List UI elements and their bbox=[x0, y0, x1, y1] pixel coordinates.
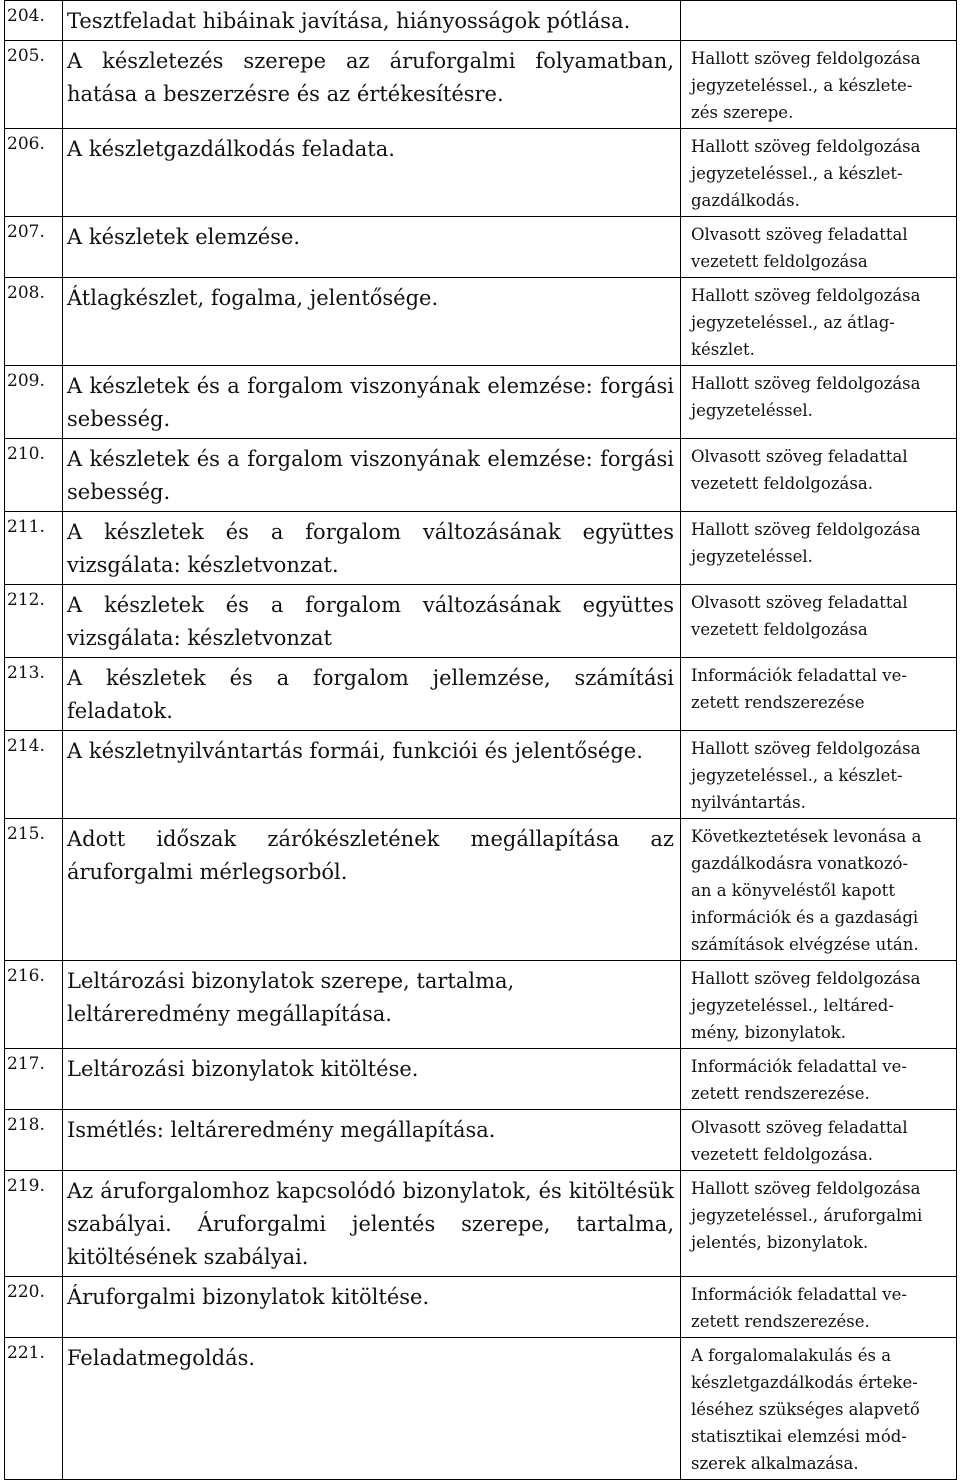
teaching-method: Hallott szöveg feldolgozása jegyzeteléssel., a készlete- zés szerepe. bbox=[691, 49, 921, 122]
lesson-number: 204. bbox=[7, 6, 45, 26]
lesson-topic: A készletgazdálkodás feladata. bbox=[67, 137, 395, 161]
teaching-method: Hallott szöveg feldolgozása jegyzeteléssel., leltáred- mény, bizonylatok. bbox=[691, 969, 921, 1042]
lesson-number-cell bbox=[5, 658, 63, 731]
lesson-number-cell bbox=[5, 1110, 63, 1171]
table-row bbox=[5, 1338, 957, 1480]
lesson-number: 219. bbox=[7, 1176, 45, 1196]
lesson-topic-cell bbox=[63, 658, 681, 731]
teaching-method-cell bbox=[681, 819, 957, 961]
lesson-number: 208. bbox=[7, 283, 45, 303]
lesson-number-cell bbox=[5, 439, 63, 512]
lesson-topic: Átlagkészlet, fogalma, jelentősége. bbox=[67, 286, 439, 310]
teaching-method-cell bbox=[681, 585, 957, 658]
lesson-number: 205. bbox=[7, 46, 45, 66]
lesson-topic: A készletek és a forgalom viszonyának elemzése: forgási sebesség. bbox=[67, 447, 674, 504]
table-row bbox=[5, 658, 957, 731]
teaching-method-cell bbox=[681, 41, 957, 129]
teaching-method: Információk feladattal ve- zetett rendszerezése. bbox=[691, 1057, 907, 1103]
teaching-method: Hallott szöveg feldolgozása jegyzeteléssel. bbox=[691, 520, 921, 566]
lesson-number-cell bbox=[5, 1171, 63, 1277]
teaching-method: Információk feladattal ve- zetett rendszerezése bbox=[691, 666, 907, 712]
table-row bbox=[5, 1, 957, 41]
teaching-method-cell bbox=[681, 439, 957, 512]
teaching-method: Következtetések levonása a gazdálkodásra vonatkozó- an a könyveléstől kapott információk és a gazdasági számítások elvégzése után. bbox=[691, 827, 922, 954]
lesson-topic-cell bbox=[63, 1277, 681, 1338]
table-row bbox=[5, 278, 957, 366]
lesson-number: 210. bbox=[7, 444, 45, 464]
teaching-method-cell bbox=[681, 731, 957, 819]
lesson-topic-cell bbox=[63, 961, 681, 1049]
table-row bbox=[5, 129, 957, 217]
teaching-method: Hallott szöveg feldolgozása jegyzeteléssel., a készlet- gazdálkodás. bbox=[691, 137, 921, 210]
lesson-topic: Az áruforgalomhoz kapcsolódó bizonylatok, és kitöltésük szabályai. Áruforgalmi jelentés szerepe, tartalma, kitöltésének szabályai. bbox=[67, 1179, 674, 1269]
table-row bbox=[5, 1171, 957, 1277]
table-row bbox=[5, 731, 957, 819]
lesson-number: 211. bbox=[7, 517, 45, 537]
teaching-method: Hallott szöveg feldolgozása jegyzeteléssel., az átlag- készlet. bbox=[691, 286, 921, 359]
teaching-method-cell bbox=[681, 961, 957, 1049]
teaching-method-cell bbox=[681, 1, 957, 41]
teaching-method: Hallott szöveg feldolgozása jegyzeteléssel. bbox=[691, 374, 921, 420]
lesson-number-cell bbox=[5, 217, 63, 278]
lesson-number: 206. bbox=[7, 134, 45, 154]
lesson-number-cell bbox=[5, 1277, 63, 1338]
lesson-number: 214. bbox=[7, 736, 45, 756]
teaching-method bbox=[681, 1, 956, 7]
teaching-method: Hallott szöveg feldolgozása jegyzeteléssel., áruforgalmi jelentés, bizonylatok. bbox=[691, 1179, 923, 1252]
lesson-topic-cell bbox=[63, 366, 681, 439]
teaching-method-cell bbox=[681, 278, 957, 366]
teaching-method: Olvasott szöveg feladattal vezetett feldolgozása bbox=[691, 225, 908, 271]
lesson-number-cell bbox=[5, 1049, 63, 1110]
lesson-topic: Áruforgalmi bizonylatok kitöltése. bbox=[67, 1285, 430, 1309]
teaching-method-cell bbox=[681, 1338, 957, 1480]
teaching-method: Hallott szöveg feldolgozása jegyzeteléssel., a készlet- nyilvántartás. bbox=[691, 739, 921, 812]
lesson-number-cell bbox=[5, 512, 63, 585]
teaching-method: Olvasott szöveg feladattal vezetett feldolgozása. bbox=[691, 447, 908, 493]
lesson-number: 207. bbox=[7, 222, 45, 242]
lesson-number: 209. bbox=[7, 371, 45, 391]
lesson-number-cell bbox=[5, 1, 63, 41]
table-row bbox=[5, 1110, 957, 1171]
teaching-method-cell bbox=[681, 129, 957, 217]
teaching-method: Információk feladattal ve- zetett rendszerezése. bbox=[691, 1285, 907, 1331]
teaching-method-cell bbox=[681, 512, 957, 585]
table-row bbox=[5, 585, 957, 658]
lesson-topic-cell bbox=[63, 512, 681, 585]
lesson-number-cell bbox=[5, 585, 63, 658]
lesson-topic: Adott időszak zárókészletének megállapítása az áruforgalmi mérlegsorból. bbox=[67, 827, 674, 884]
lesson-number-cell bbox=[5, 731, 63, 819]
lesson-number-cell bbox=[5, 1338, 63, 1480]
lesson-number: 216. bbox=[7, 966, 45, 986]
teaching-method: A forgalomalakulás és a készletgazdálkodás érteke- léséhez szükséges alapvető statisztikai elemzési mód- szerek alkalmazása. bbox=[691, 1346, 920, 1473]
lesson-topic: A készletek elemzése. bbox=[67, 225, 301, 249]
lesson-number: 213. bbox=[7, 663, 45, 683]
lesson-topic: A készletnyilvántartás formái, funkciói és jelentősége. bbox=[67, 739, 643, 763]
table-row bbox=[5, 512, 957, 585]
table-row bbox=[5, 961, 957, 1049]
lesson-topic-cell bbox=[63, 1338, 681, 1480]
lesson-topic-cell bbox=[63, 1171, 681, 1277]
lesson-topic: A készletek és a forgalom viszonyának elemzése: forgási sebesség. bbox=[67, 374, 674, 431]
table-row bbox=[5, 366, 957, 439]
lesson-topic: A készletek és a forgalom változásának együttes vizsgálata: készletvonzat bbox=[67, 593, 674, 650]
lesson-number: 217. bbox=[7, 1054, 45, 1074]
table-row bbox=[5, 1049, 957, 1110]
lesson-topic: A készletezés szerepe az áruforgalmi folyamatban, hatása a beszerzésre és az értékesítésre. bbox=[67, 49, 674, 106]
lesson-topic-cell bbox=[63, 585, 681, 658]
lesson-topic: Tesztfeladat hibáinak javítása, hiányosságok pótlása. bbox=[67, 9, 631, 33]
lesson-topic-cell bbox=[63, 1, 681, 41]
lesson-topic-cell bbox=[63, 41, 681, 129]
lesson-number: 220. bbox=[7, 1282, 45, 1302]
lesson-topic-cell bbox=[63, 278, 681, 366]
teaching-method-cell bbox=[681, 1277, 957, 1338]
teaching-method-cell bbox=[681, 1171, 957, 1277]
lesson-topic-cell bbox=[63, 1049, 681, 1110]
lesson-topic: A készletek és a forgalom jellemzése, számítási feladatok. bbox=[67, 666, 674, 723]
table-row bbox=[5, 819, 957, 961]
lesson-number: 218. bbox=[7, 1115, 45, 1135]
lesson-number-cell bbox=[5, 366, 63, 439]
lesson-topic: Ismétlés: leltáreredmény megállapítása. bbox=[67, 1118, 496, 1142]
table-row bbox=[5, 217, 957, 278]
teaching-method: Olvasott szöveg feladattal vezetett feldolgozása. bbox=[691, 1118, 908, 1164]
lesson-topic-cell bbox=[63, 217, 681, 278]
table-row bbox=[5, 439, 957, 512]
lesson-number: 212. bbox=[7, 590, 45, 610]
teaching-method-cell bbox=[681, 1049, 957, 1110]
lesson-topic-cell bbox=[63, 819, 681, 961]
teaching-method-cell bbox=[681, 1110, 957, 1171]
table-row bbox=[5, 41, 957, 129]
lesson-topic-cell bbox=[63, 129, 681, 217]
lesson-number-cell bbox=[5, 819, 63, 961]
teaching-method-cell bbox=[681, 658, 957, 731]
lesson-number-cell bbox=[5, 278, 63, 366]
lesson-topic-cell bbox=[63, 731, 681, 819]
lesson-number-cell bbox=[5, 129, 63, 217]
lesson-number: 221. bbox=[7, 1343, 45, 1363]
lesson-number-cell bbox=[5, 41, 63, 129]
teaching-method: Olvasott szöveg feladattal vezetett feldolgozása bbox=[691, 593, 908, 639]
lesson-topic: Feladatmegoldás. bbox=[67, 1346, 256, 1370]
lesson-number-cell bbox=[5, 961, 63, 1049]
curriculum-table bbox=[4, 0, 957, 1480]
lesson-topic: A készletek és a forgalom változásának együttes vizsgálata: készletvonzat. bbox=[67, 520, 674, 577]
lesson-topic: Leltározási bizonylatok kitöltése. bbox=[67, 1057, 419, 1081]
lesson-topic: Leltározási bizonylatok szerepe, tartalma, leltáreredmény megállapítása. bbox=[67, 969, 515, 1026]
lesson-topic-cell bbox=[63, 439, 681, 512]
teaching-method-cell bbox=[681, 217, 957, 278]
lesson-number: 215. bbox=[7, 824, 45, 844]
lesson-topic-cell bbox=[63, 1110, 681, 1171]
teaching-method-cell bbox=[681, 366, 957, 439]
table-row bbox=[5, 1277, 957, 1338]
